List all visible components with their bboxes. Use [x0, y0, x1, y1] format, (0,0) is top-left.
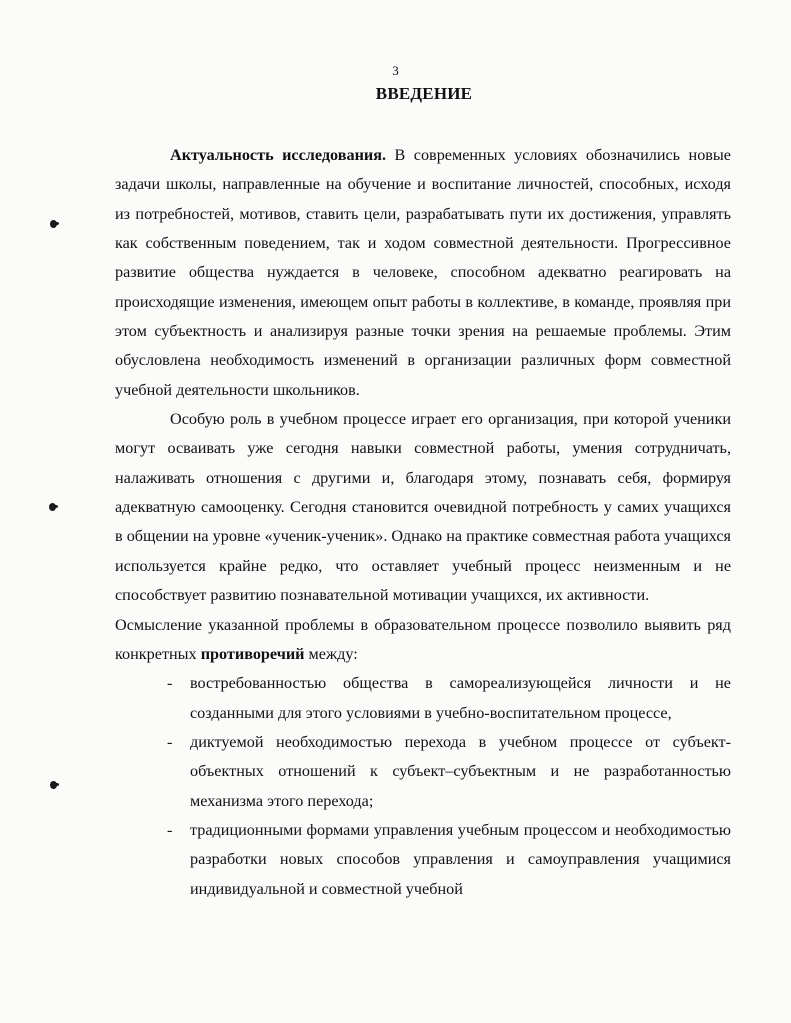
list-item-text: востребованностью общества в самореализующейся личности и не созданными для этого условиями в учебно-воспитательном процессе, [190, 674, 731, 722]
relevance-bold-lead: Актуальность исследования. [170, 146, 387, 164]
section-heading: ВВЕДЕНИЕ [375, 84, 473, 103]
paragraph-relevance [115, 141, 731, 405]
binder-hole-mark-middle [49, 503, 56, 511]
page-number: 3 [392, 63, 399, 78]
list-item [115, 728, 731, 816]
paragraph-contradictions [115, 611, 731, 670]
binder-hole-mark-top [50, 220, 57, 228]
contradictions-list [115, 669, 731, 904]
list-item [115, 669, 731, 728]
contradictions-text-after: между: [304, 644, 358, 663]
list-item-text: диктуемой необходимостью перехода в учебном процессе от субъект-объектных отношений к субъект–субъектным и не разработанностью механизма этого перехода; [190, 732, 731, 810]
binder-hole-mark-bottom [50, 781, 57, 789]
paragraph-organization: Особую роль в учебном процессе играет его организация, при которой ученики могут осваивать уже сегодня навыки совместной работы, умения сотрудничать, налаживать отношения с другими и, благодаря этому, познавать себя, формируя адекватную самооценку. Сегодня становится очевидной потребность у самих учащихся в общении на уровне «ученик-ученик». Однако на практике совместная работа учащихся используется крайне редко, что оставляет учебный процесс неизменным и не способствует развитию познавательной мотивации учащихся, их активности. [115, 410, 731, 605]
document-body [115, 141, 731, 904]
contradictions-text-before: Осмысление указанной проблемы в образовательном процессе позволило выявить ряд конкретных [115, 615, 731, 663]
list-item [115, 816, 731, 904]
relevance-text: В современных условиях обозначились новые задачи школы, направленные на обучение и воспитание личностей, способных, исходя из потребностей, мотивов, ставить цели, разрабатывать пути их достижения, управлять как собственным поведением, так и ходом совместной деятельности. Прогрессивное развитие общества нуждается в человеке, способном адекватно реагировать на происходящие изменения, имеющем опыт работы в коллективе, в команде, проявляя при этом субъектность и анализируя разные точки зрения на решаемые проблемы. Этим обусловлена необходимость изменений в организации различных форм совместной учебной деятельности школьников. [115, 146, 731, 399]
list-dash-marker: - [167, 820, 173, 839]
list-dash-marker: - [167, 732, 173, 751]
list-item-text: традиционными формами управления учебным процессом и необходимостью разработки новых способов управления и самоуправления учащимися индивидуальной и совместной учебной [190, 820, 731, 898]
contradictions-bold-word: противоречий [200, 644, 305, 663]
list-dash-marker: - [167, 674, 173, 693]
